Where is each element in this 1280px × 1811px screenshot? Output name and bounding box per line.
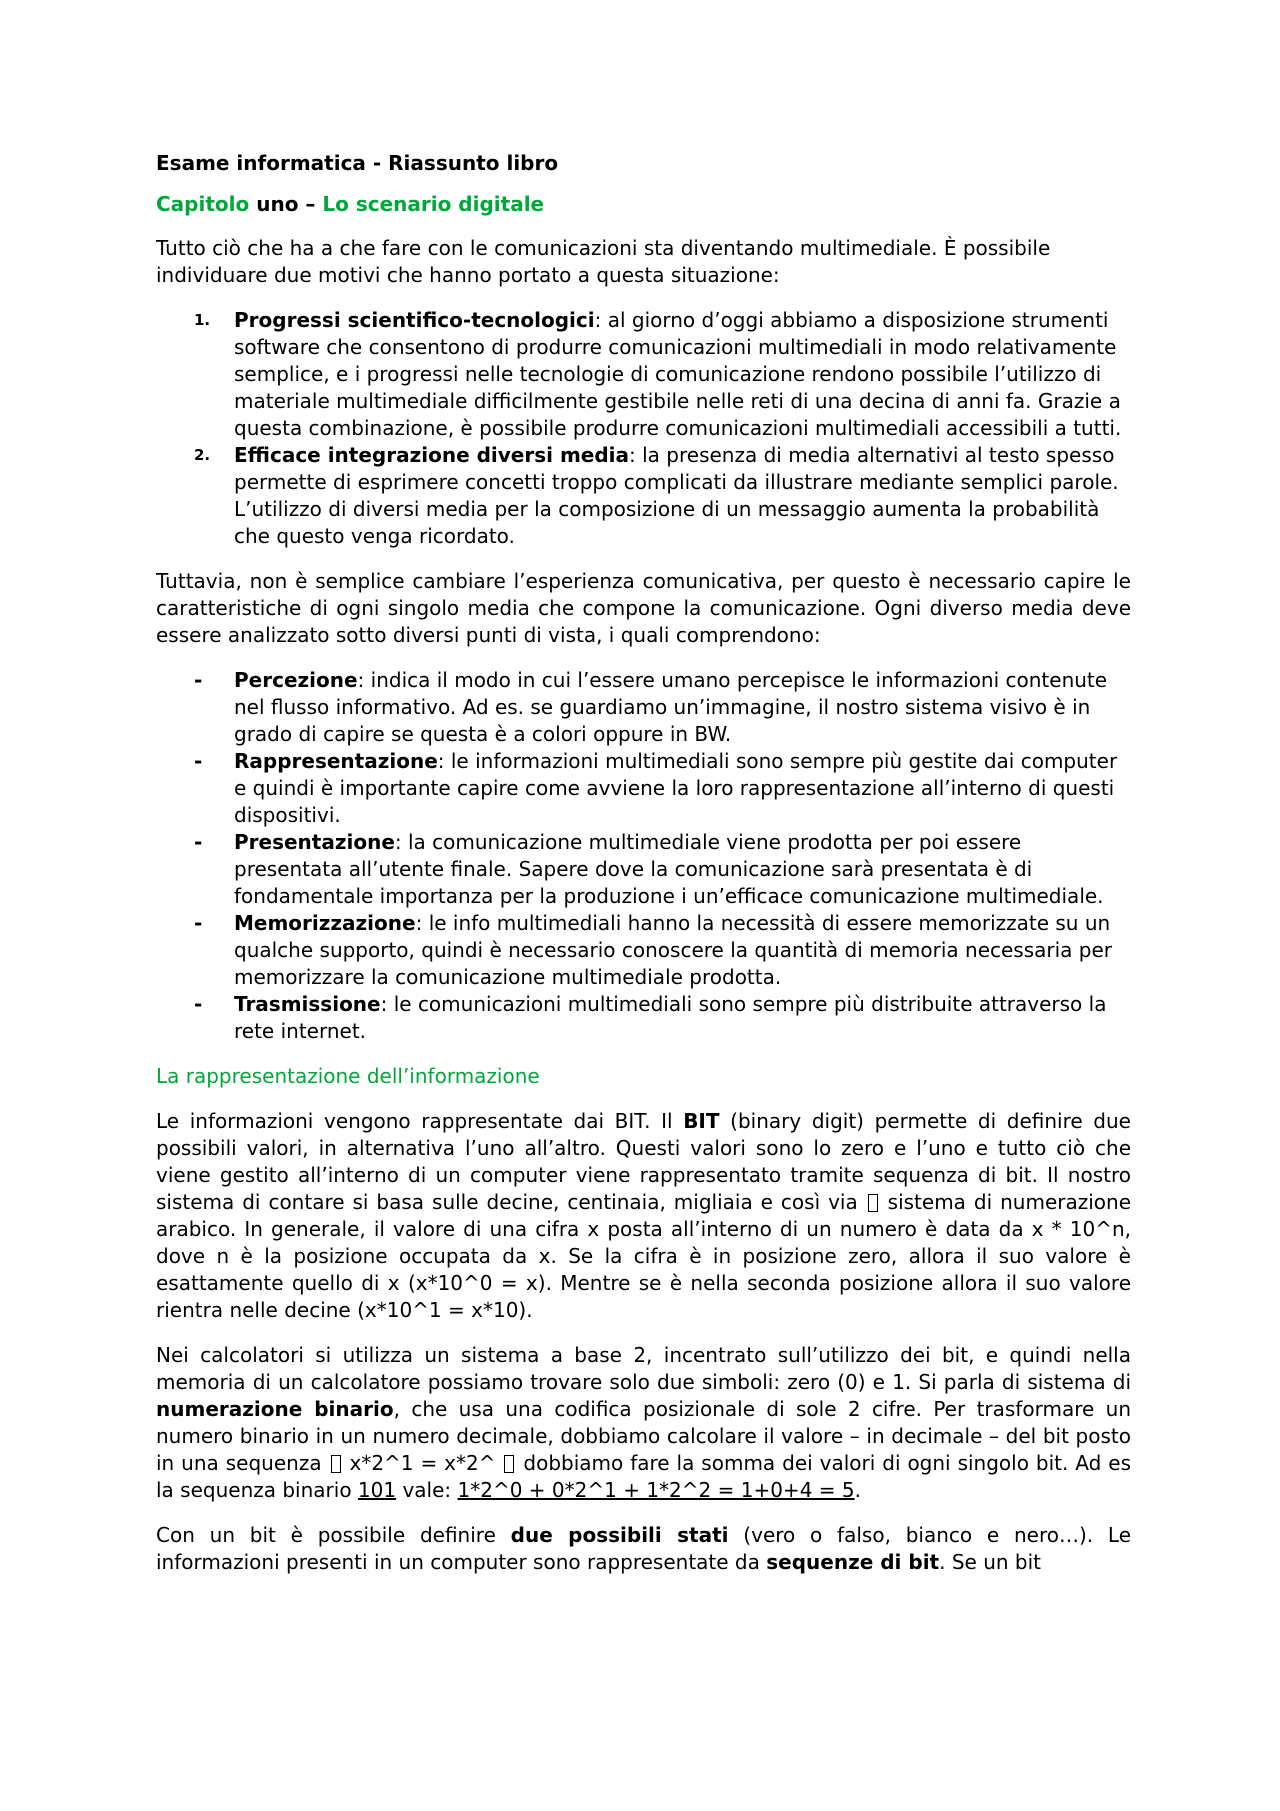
list-marker: - [194,749,203,773]
binary-paragraph [156,1342,1131,1504]
list-number: 1. [194,311,211,329]
list-item [156,442,1131,550]
chapter-dash: – [305,192,316,216]
list-marker: - [194,668,203,692]
states-paragraph [156,1522,1131,1576]
text-run: Con un bit è possibile definire [156,1523,511,1547]
underlined-text: 101 [357,1478,397,1502]
chapter-subtitle: Lo scenario digitale [322,192,545,216]
chapter-heading [156,191,1131,218]
list-text: : le informazioni multimediali sono sempre più gestite dai computer e quindi è importante capire come avviene la loro rappresentazione all’interno di questi dispositivi. [234,749,1118,827]
however-paragraph: Tuttavia, non è semplice cambiare l’esperienza comunicativa, per questo è necessario capire le caratteristiche di ogni singolo media che compone la comunicazione. Ogni diverso media deve essere analizzato sotto diversi punti di vista, i quali comprendono: [156,569,1131,647]
text-run: Le informazioni vengono rappresentate dai BIT. Il [156,1109,684,1133]
chapter-word: Capitolo [156,192,250,216]
list-term: Progressi scientifico-tecnologici [234,308,595,332]
text-run: . Se un bit [939,1550,1041,1574]
list-item [156,748,1131,829]
text-run: vale: [396,1478,458,1502]
list-term: Efficace integrazione diversi media [234,443,630,467]
text-run: x*2^1 = x*2^ [342,1451,503,1475]
bold-term: numerazione binario [156,1397,394,1421]
section-heading: La rappresentazione dell’informazione [156,1064,540,1088]
text-run: . [854,1478,861,1502]
bit-paragraph [156,1108,1131,1324]
missing-glyph-icon [504,1455,514,1473]
list-text: : la comunicazione multimediale viene prodotta per poi essere presentata all’utente finale. Sapere dove la comunicazione sarà presentata è di fondamentale importanza per la produzione i un’efficace comunicazione multimediale. [234,830,1104,908]
reasons-list [156,307,1131,550]
chapter-number: uno [256,192,299,216]
missing-glyph-icon [868,1194,878,1212]
text-run: Nei calcolatori si utilizza un sistema a base 2, incentrato sull’utilizzo dei bit, e quindi nella memoria di un calcolatore possiamo trovare solo due simboli: zero (0) e 1. Si parla di sistema di [156,1343,1131,1394]
list-marker: - [194,992,203,1016]
list-text: : la presenza di media alternativi al testo spesso permette di esprimere concetti troppo complicati da illustrare mediante semplici parole. L’utilizzo di diversi media per la composizione di un messaggio aumenta la probabilità che questo venga ricordato. [234,443,1119,548]
list-number: 2. [194,446,211,464]
list-term: Trasmissione [234,992,381,1016]
document-page [156,150,1131,1594]
list-text: : le comunicazioni multimediali sono sempre più distribuite attraverso la rete internet. [234,992,1107,1043]
list-term: Rappresentazione [234,749,438,773]
text-run: sistema di numerazione arabico. In generale, il valore di una cifra x posta all’interno di un numero è data da x * 10^n, dove n è la posizione occupata da x. Se la cifra è in posizione zero, allora il suo valore è esattamente quello di x (x*10^0 = x). Mentre se è nella seconda posizione allora il suo valore rientra nelle decine (x*10^1 = x*10). [156,1190,1132,1322]
list-marker: - [194,830,203,854]
underlined-text: 1*2^0 + 0*2^1 + 1*2^2 = 1+0+4 = 5 [457,1478,855,1502]
bold-term: BIT [683,1109,720,1133]
aspects-list [156,667,1131,1045]
list-item [156,667,1131,748]
list-item [156,307,1131,442]
text-run: (vero o falso, bianco e nero…). Le informazioni presenti in un computer sono rappresentate da [156,1523,1132,1574]
text-run: , che usa una codifica posizionale di sole 2 cifre. Per trasformare un numero binario in un numero decimale, dobbiamo calcolare il valore – in decimale – del bit posto in una sequenza [156,1397,1131,1475]
list-item [156,991,1131,1045]
text-run: (binary digit) permette di definire due possibili valori, in alternativa l’uno all’altro. Questi valori sono lo zero e l’uno e tutto ciò che viene gestito all’interno di un computer viene rappresentato tramite sequenza di bit. Il nostro sistema di contare si basa sulle decine, centinaia, migliaia e così via [156,1109,1131,1214]
list-item [156,910,1131,991]
list-term: Percezione [234,668,358,692]
list-text: : al giorno d’oggi abbiamo a disposizione strumenti software che consentono di produrre comunicazioni multimediali in modo relativamente semplice, e i progressi nelle tecnologie di comunicazione rendono possibile l’utilizzo di materiale multimediale difficilmente gestibile nelle reti di una decina di anni fa. Grazie a questa combinazione, è possibile produrre comunicazioni multimediali accessibili a tutti. [234,308,1122,440]
text-run: dobbiamo fare la somma dei valori di ogni singolo bit. Ad es la sequenza binario [156,1451,1131,1502]
missing-glyph-icon [331,1455,341,1473]
list-item [156,829,1131,910]
list-marker: - [194,911,203,935]
list-text: : indica il modo in cui l’essere umano percepisce le informazioni contenute nel flusso informativo. Ad es. se guardiamo un’immagine, il nostro sistema visivo è in grado di capire se questa è a colori oppure in BW. [234,668,1108,746]
list-term: Presentazione [234,830,395,854]
bold-term: sequenze di bit [766,1550,940,1574]
bold-term: due possibili stati [510,1523,729,1547]
list-text: : le info multimediali hanno la necessità di essere memorizzate su un qualche supporto, quindi è necessario conoscere la quantità di memoria necessaria per memorizzare la comunicazione multimediale prodotta. [234,911,1113,989]
list-term: Memorizzazione [234,911,416,935]
intro-paragraph: Tutto ciò che ha a che fare con le comunicazioni sta diventando multimediale. È possibile individuare due motivi che hanno portato a questa situazione: [156,236,1051,287]
document-title: Esame informatica - Riassunto libro [156,151,559,175]
